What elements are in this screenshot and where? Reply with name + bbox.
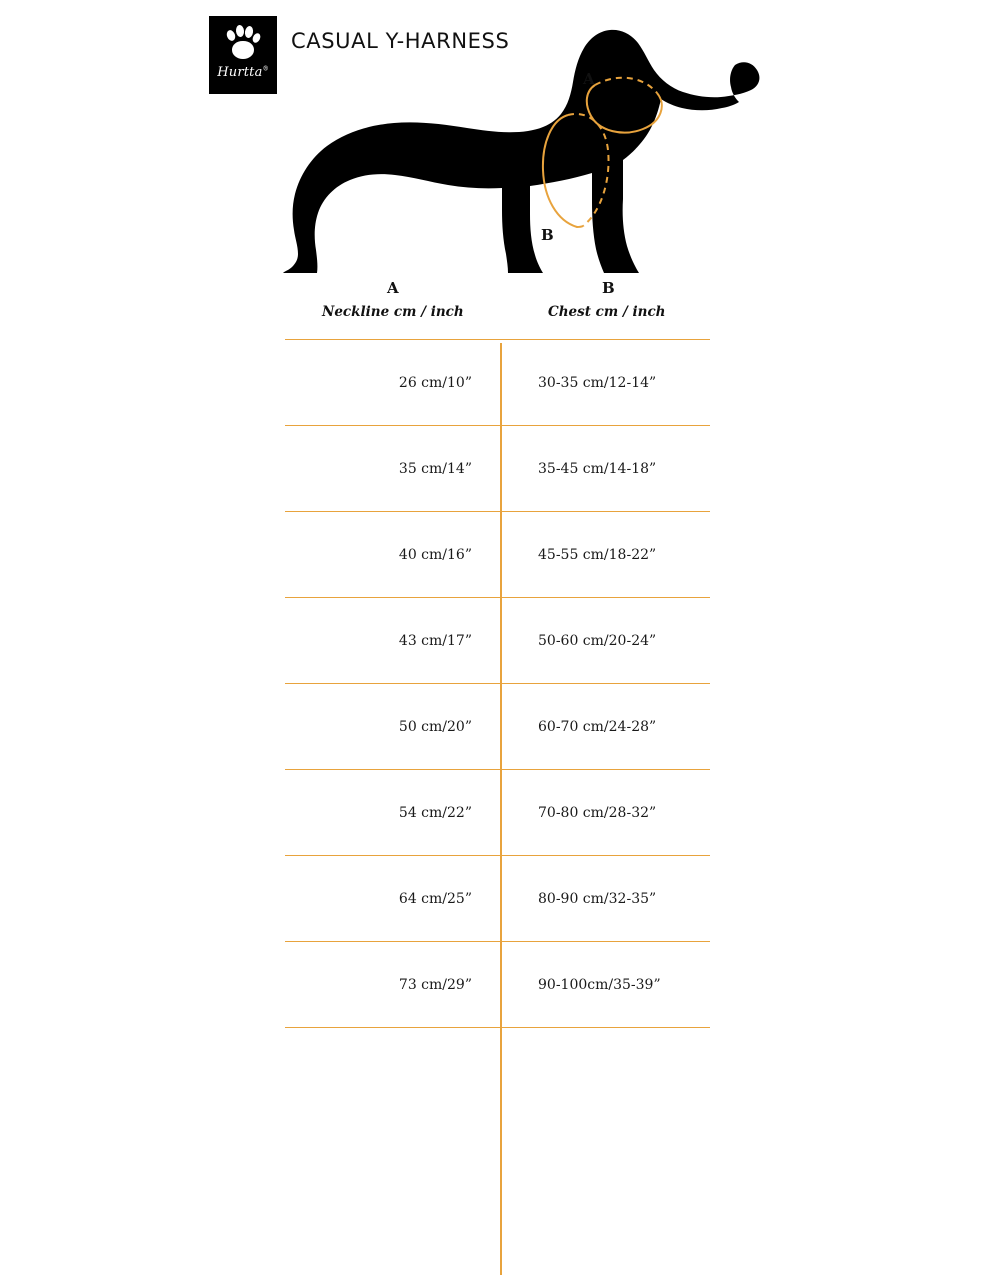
dog-body-path [283,30,759,273]
cell-neckline: 35 cm/14” [398,460,472,477]
cell-chest: 30-35 cm/12-14” [538,374,657,391]
page-title: CASUAL Y-HARNESS [291,29,510,53]
table-row [285,855,710,941]
table-row [285,683,710,769]
cell-neckline: 54 cm/22” [398,804,472,821]
size-chart-table [285,275,710,1028]
column-divider [500,343,502,1275]
table-row [285,769,710,855]
cell-chest: 35-45 cm/14-18” [538,460,657,477]
table-body [285,339,710,1028]
column-letter-b: B [602,279,615,297]
cell-chest: 60-70 cm/24-28” [538,718,657,735]
table-row [285,597,710,683]
illustration-label-b: B [541,226,554,244]
cell-chest: 70-80 cm/28-32” [538,804,657,821]
cell-chest: 80-90 cm/32-35” [538,890,657,907]
column-header-neckline: Neckline cm / inch [322,304,464,320]
table-header [285,275,710,339]
cell-neckline: 50 cm/20” [398,718,472,735]
logo-brand-name: Hurtta [217,65,263,80]
cell-neckline: 40 cm/16” [398,546,472,563]
dog-illustration [262,10,765,275]
cell-neckline: 26 cm/10” [398,374,472,391]
logo-trademark: ® [262,65,269,73]
column-letter-a: A [387,279,399,297]
cell-neckline: 73 cm/29” [398,976,472,993]
table-row [285,425,710,511]
paw-icon [226,25,260,61]
cell-chest: 45-55 cm/18-22” [538,546,657,563]
illustration-label-a: A [583,70,595,88]
table-row [285,339,710,425]
cell-neckline: 64 cm/25” [398,890,472,907]
cell-chest: 90-100cm/35-39” [538,976,661,993]
dachshund-silhouette-svg [262,10,765,275]
table-row [285,511,710,597]
column-header-chest: Chest cm / inch [548,304,666,320]
cell-neckline: 43 cm/17” [398,632,472,649]
logo-wordmark [217,65,269,80]
table-row [285,941,710,1028]
cell-chest: 50-60 cm/20-24” [538,632,657,649]
